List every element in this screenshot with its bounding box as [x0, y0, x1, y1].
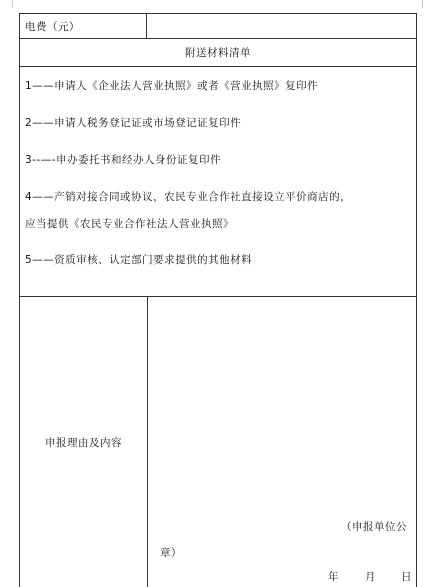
attachments-list [20, 67, 416, 297]
fee-label: 电费（元） [25, 20, 80, 33]
attachments-header: 附送材料清单 [185, 47, 251, 59]
stamp-note: （申报单位公 [341, 521, 407, 533]
fee-row [20, 14, 416, 39]
date-day-label: 日 [401, 571, 412, 583]
application-form-table [19, 13, 417, 587]
reason-content-cell[interactable] [148, 297, 416, 587]
stamp-note-continued: 章） [160, 547, 182, 559]
date-month-label: 月 [365, 571, 376, 583]
attachment-item-5: 5——资质审核、认定部门要求提供的其他材料 [25, 254, 253, 266]
reason-row [20, 297, 416, 587]
attachment-item-4: 4——产销对接合同或协议，农民专业合作社直接设立平价商店的， [25, 191, 352, 203]
attachment-item-4-continued: 应当提供《农民专业合作社法人营业执照》 [25, 218, 234, 230]
date-year-label: 年 [328, 571, 339, 583]
page-corner-mark-left [12, 0, 13, 8]
attachment-item-1: 1——申请人《企业法人营业执照》或者《营业执照》复印件 [25, 80, 319, 92]
reason-label-cell [20, 297, 148, 587]
fee-value-cell[interactable] [147, 14, 416, 38]
attachments-header-row [20, 39, 416, 67]
attachment-item-3: 3--—-申办委托书和经办人身份证复印件 [25, 154, 222, 166]
attachment-item-2: 2——申请人税务登记证或市场登记证复印件 [25, 117, 242, 129]
page-corner-mark-right [422, 0, 423, 8]
fee-label-cell [20, 14, 147, 38]
reason-label: 申报理由及内容 [45, 436, 122, 449]
